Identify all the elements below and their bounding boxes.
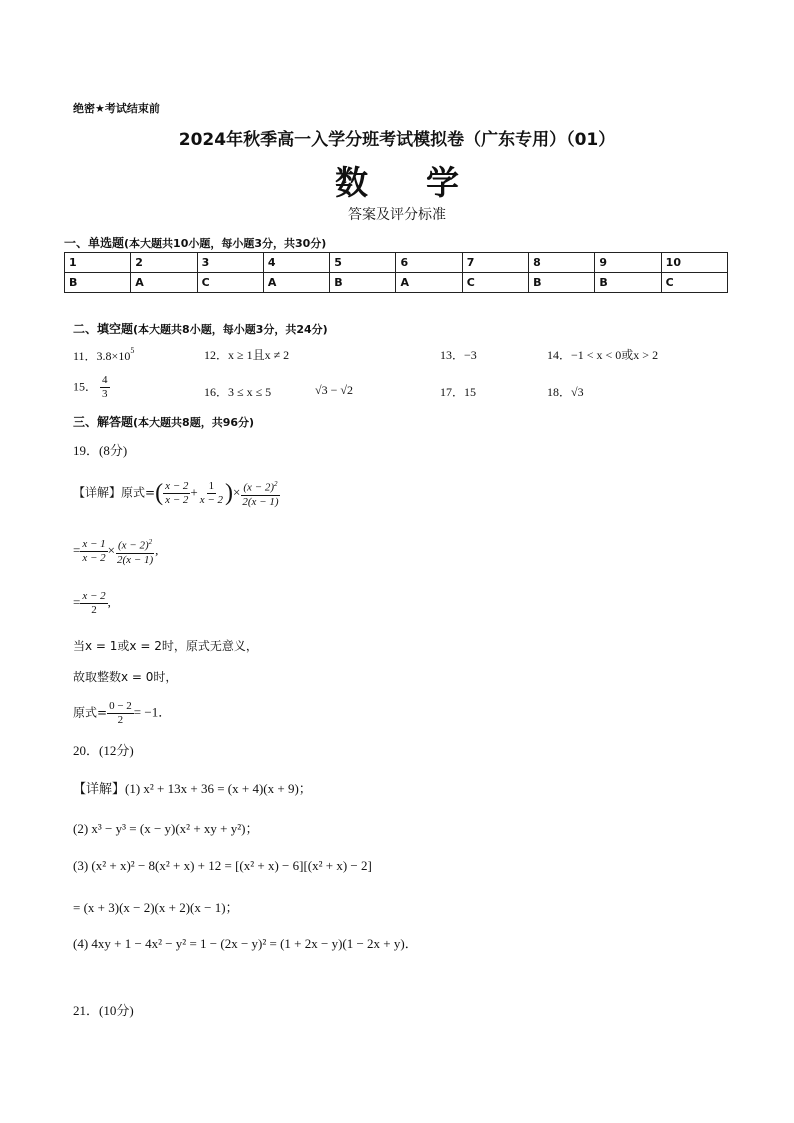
table-cell: B <box>65 273 131 293</box>
q19-condition: 当x = 1或x = 2时，原式无意义， <box>73 639 258 653</box>
answer-standard-label: 答案及评分标准 <box>348 207 446 223</box>
q20-part-2: (2) x³ − y³ = (x − y)(x² + xy + y²)； <box>73 821 259 836</box>
table-cell: 3 <box>197 253 263 273</box>
answer-17: 17．15 <box>440 385 477 399</box>
section2-note: (本大题共8小题，每小题3分，共24分) <box>133 323 328 336</box>
table-cell: A <box>131 273 197 293</box>
q20-part-1: 【详解】(1) x² + 13x + 36 = (x + 4)(x + 9)； <box>73 781 312 796</box>
table-cell: 1 <box>65 253 131 273</box>
section2-title: 二、填空题 <box>73 322 134 336</box>
fraction-denominator: 3 <box>102 388 108 400</box>
section1-note: (本大题共10小题，每小题3分，共30分) <box>124 237 327 250</box>
q19-detail-label: 【详解】原式= <box>73 485 156 500</box>
table-cell: 8 <box>529 253 595 273</box>
confidential-label: 绝密★考试结束前 <box>73 102 160 115</box>
fraction-numerator: 0 − 2 <box>109 700 132 712</box>
q19-header: 19．(8分) <box>73 443 128 458</box>
section3-title: 三、解答题 <box>73 415 134 429</box>
answer-14: 14．−1 < x < 0或x > 2 <box>547 348 659 362</box>
section2-heading <box>73 320 328 337</box>
answer-table-answer-row <box>65 273 728 293</box>
table-cell: B <box>330 273 396 293</box>
q19-line-3: = $\frac{x - 2}{2}$ , <box>73 590 111 616</box>
table-cell: B <box>529 273 595 293</box>
q19-result-prefix: 原式= <box>73 705 108 720</box>
answer-table-number-row <box>65 253 728 273</box>
answer-11-text: 11．3.8×10 <box>73 349 131 363</box>
q19-step3-prefix: = <box>73 594 81 610</box>
q21-header: 21．(10分) <box>73 1003 134 1018</box>
exam-title: 2024年秋季高一入学分班考试模拟卷（广东专用）（01） <box>178 130 616 150</box>
q19-result <box>73 700 171 727</box>
q19-line-1: 【详解】原式=( $\frac{x - 2}{x - 2}$ + $\frac{1}{x - 2}$ )× $\frac{(x - 2)^2}{2(x - 1)}$ <box>73 479 279 508</box>
subject-title: 数学 <box>335 163 517 202</box>
answer-12: 12．x ≥ 1且x ≠ 2 <box>204 348 290 362</box>
table-cell: C <box>197 273 263 293</box>
table-cell: A <box>263 273 329 293</box>
answer-13: 13．−3 <box>440 348 477 362</box>
q19-line-2: = $\frac{x - 1}{x - 2}$ × $\frac{(x - 2)^2}{2(x - 1)}$ , <box>73 537 159 566</box>
answer-table <box>64 252 728 293</box>
table-cell: 6 <box>396 253 462 273</box>
table-cell: 5 <box>330 253 396 273</box>
answer-11 <box>73 346 134 364</box>
table-cell: B <box>595 273 661 293</box>
section1-heading <box>64 234 326 251</box>
section3-note: (本大题共8题，共96分) <box>133 416 255 429</box>
q20-part-3-result: = (x + 3)(x − 2)(x + 2)(x − 1)； <box>73 900 239 915</box>
q20-part-3: (3) (x² + x)² − 8(x² + x) + 12 = [(x² + x) − 6][(x² + x) − 2] <box>73 858 372 873</box>
section3-heading <box>73 413 254 430</box>
table-cell: 2 <box>131 253 197 273</box>
table-cell: 7 <box>462 253 528 273</box>
table-cell: 9 <box>595 253 661 273</box>
fraction-numerator: 4 <box>102 374 108 386</box>
section1-title: 一、单选题 <box>64 236 125 250</box>
q19-choose: 故取整数x = 0时， <box>73 670 178 684</box>
answer-16: 16．3 ≤ x ≤ 5 <box>204 385 272 399</box>
fraction-denominator: 2 <box>117 714 124 726</box>
table-cell: A <box>396 273 462 293</box>
q19-step2-prefix: = <box>73 542 81 558</box>
q20-part-4: (4) 4xy + 1 − 4x² − y² = 1 − (2x − y)² = (1 + 2x − y)(1 − 2x + y)． <box>73 936 418 951</box>
answer-15-label: 15． <box>73 379 98 394</box>
answer-18: 18．√3 <box>547 385 584 399</box>
table-cell: C <box>462 273 528 293</box>
answer-15-fraction <box>100 374 110 401</box>
table-cell: C <box>661 273 727 293</box>
table-cell: 10 <box>661 253 727 273</box>
q19-result-tail: = −1． <box>133 704 172 720</box>
q20-header: 20．(12分) <box>73 743 134 758</box>
answer-15 <box>73 374 110 401</box>
table-cell: 4 <box>263 253 329 273</box>
answer-16-part-2: √3 − √2 <box>315 383 353 397</box>
answer-11-exponent: 5 <box>130 346 135 355</box>
